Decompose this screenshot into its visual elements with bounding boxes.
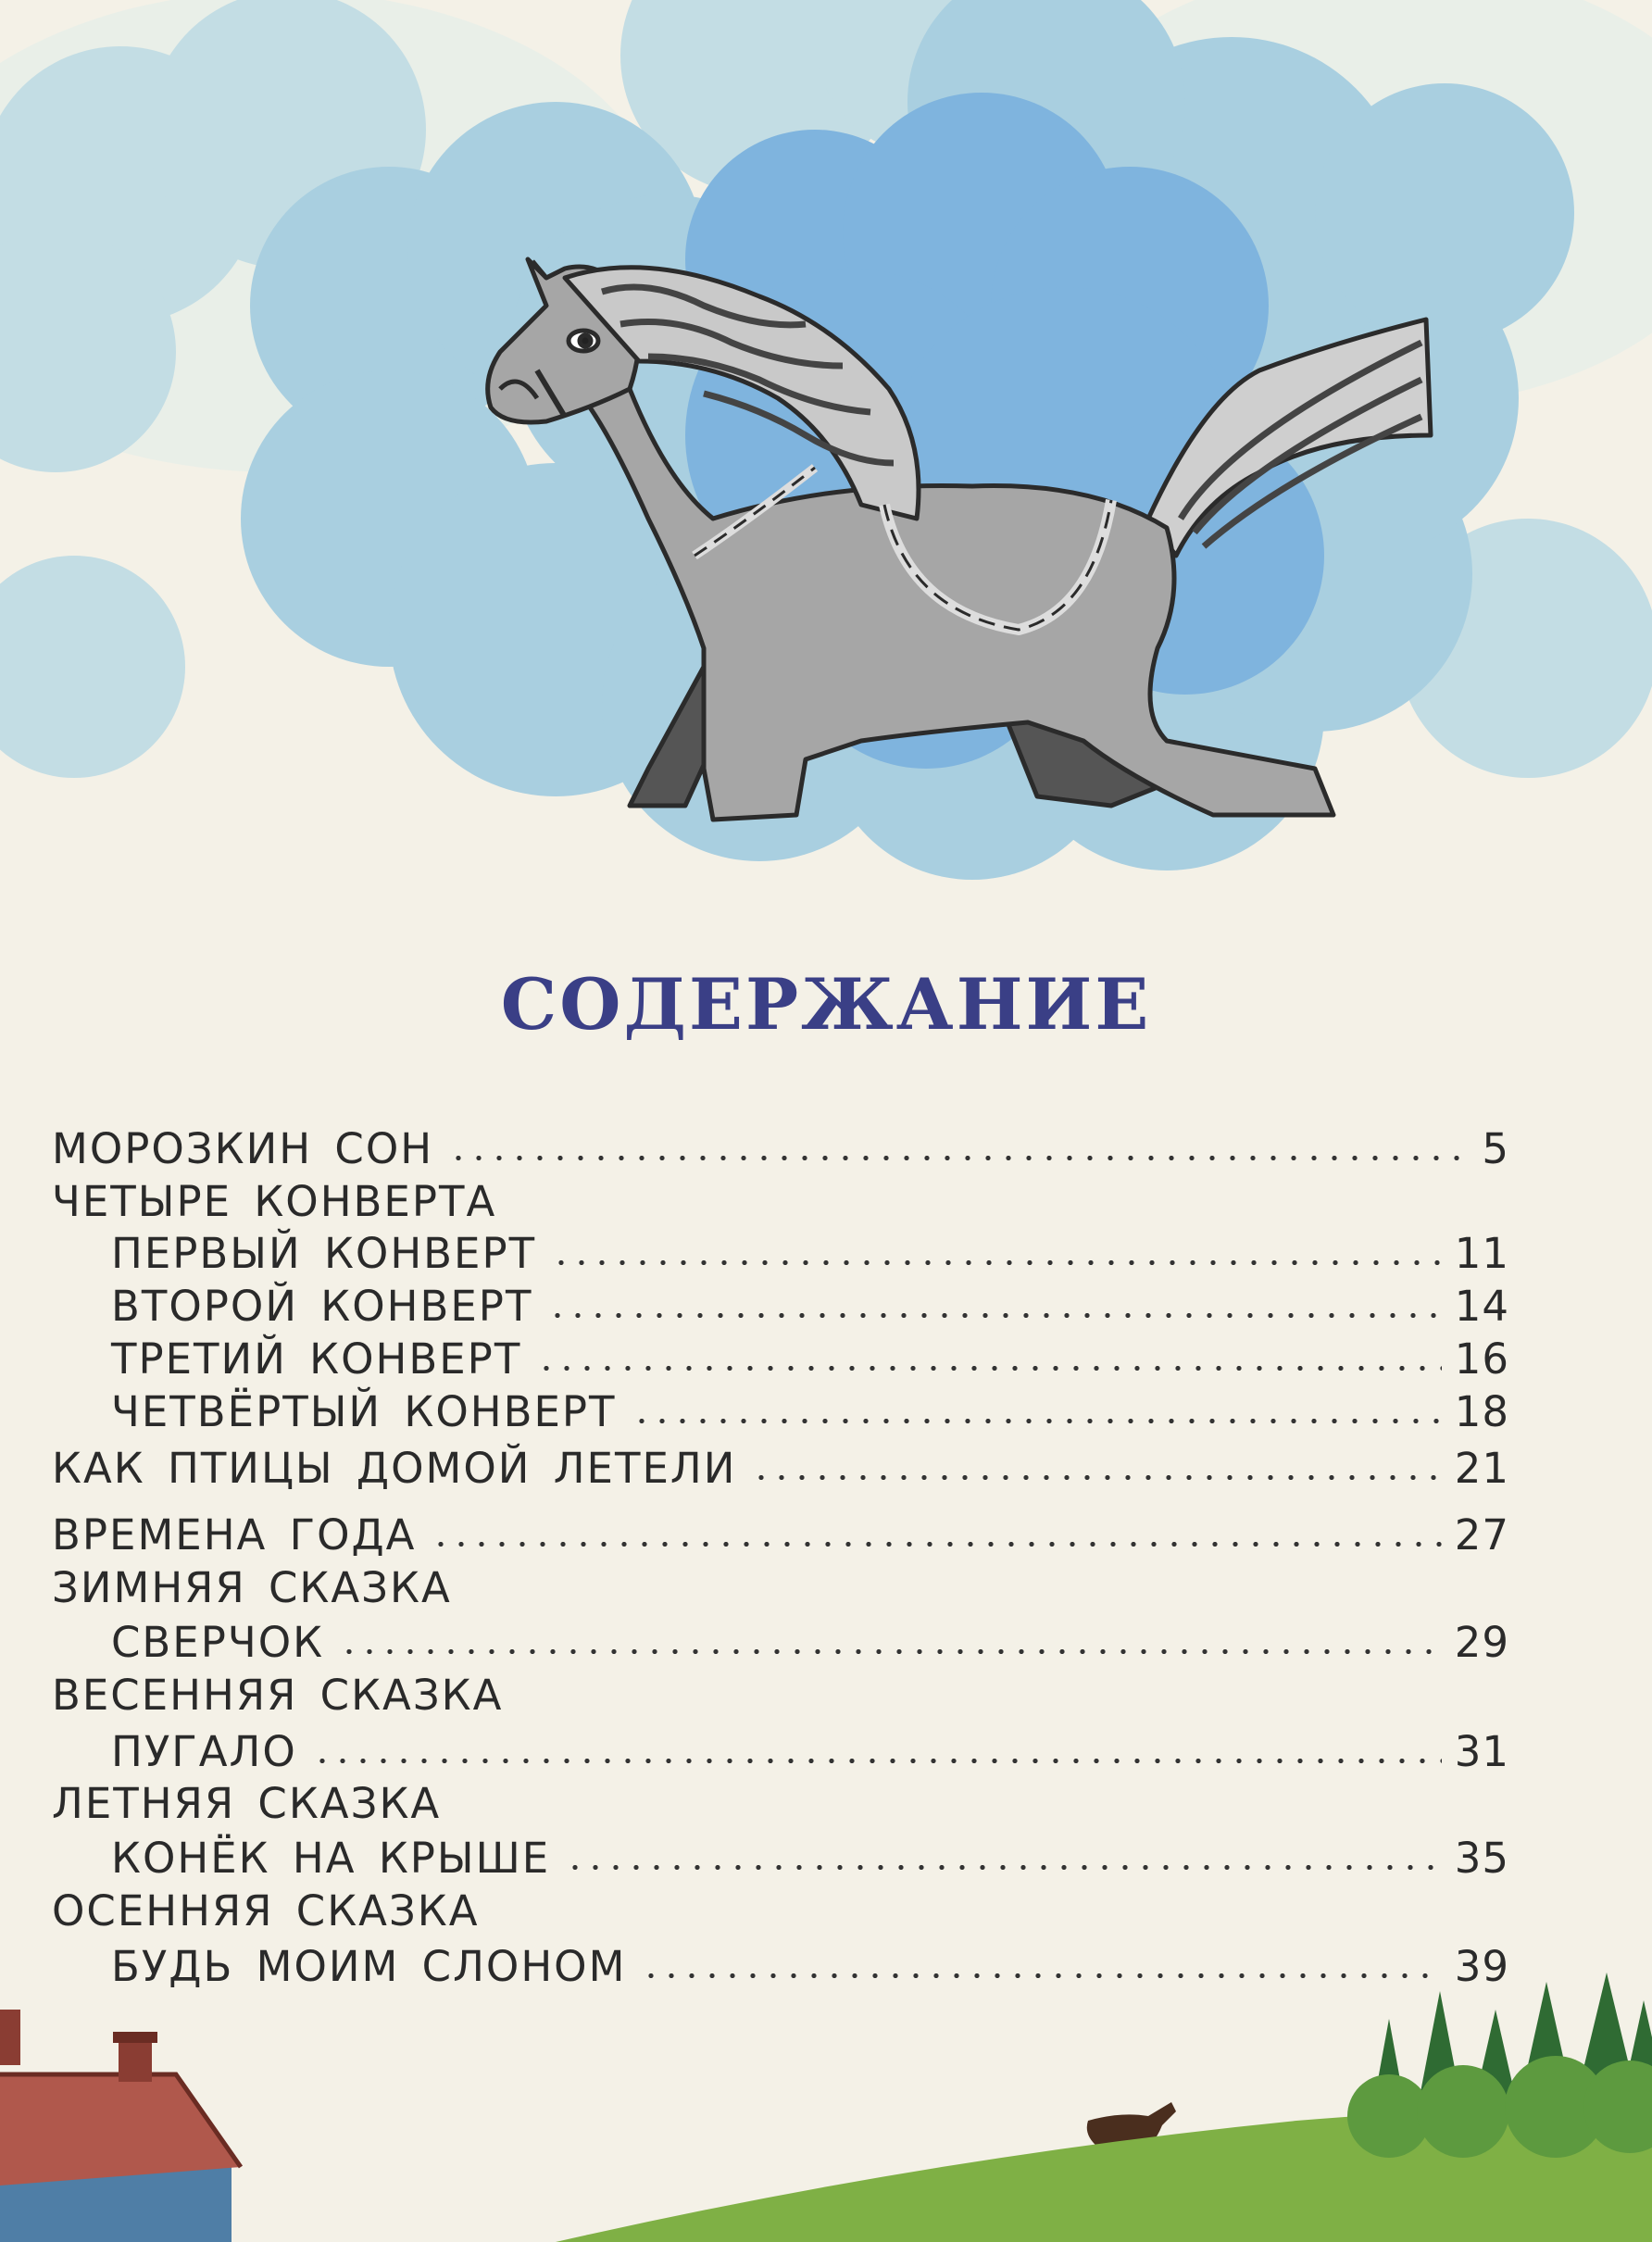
toc-entry: [52, 1664, 1509, 1720]
toc-page-number: 11: [1454, 1229, 1509, 1278]
toc-entry-title: ВЕСЕННЯЯ СКАЗКА: [52, 1671, 504, 1720]
toc-entry: [111, 1222, 1509, 1278]
toc-entry-title: ПЕРВЫЙ КОНВЕРТ: [111, 1229, 537, 1278]
toc-entry-title: ТРЕТИЙ КОНВЕРТ: [111, 1334, 522, 1384]
toc-entry-title: ЧЕТВЁРТЫЙ КОНВЕРТ: [111, 1387, 617, 1436]
toc-entry: [111, 1611, 1509, 1667]
forest-illustration: [556, 1973, 1652, 2242]
toc-entry-title: КАК ПТИЦЫ ДОМОЙ ЛЕТЕЛИ: [52, 1444, 737, 1493]
toc-leader-dots: [547, 1313, 1441, 1318]
toc-page-number: 29: [1454, 1618, 1509, 1667]
toc-entry-title: ЛЕТНЯЯ СКАЗКА: [52, 1779, 442, 1828]
toc-entry: [111, 1827, 1509, 1883]
toc-page-number: 39: [1454, 1942, 1509, 1991]
toc-leader-dots: [751, 1475, 1441, 1480]
toc-leader-dots: [312, 1759, 1442, 1763]
page-title: СОДЕРЖАНИЕ: [500, 963, 1152, 1046]
toc-entry: [52, 1557, 1509, 1612]
toc-page-number: 27: [1454, 1510, 1509, 1559]
toc-entry: [52, 1118, 1509, 1173]
toc-leader-dots: [536, 1366, 1441, 1371]
toc-entry-title: СВЕРЧОК: [111, 1618, 325, 1667]
toc-entry: [111, 1721, 1509, 1776]
toc-entry-title: ВТОРОЙ КОНВЕРТ: [111, 1282, 533, 1331]
toc-leader-dots: [551, 1260, 1442, 1265]
toc-entry: [111, 1935, 1509, 1991]
toc-entry: [52, 1437, 1509, 1493]
toc-entry: [111, 1381, 1509, 1436]
toc-entry-title: МОРОЗКИН СОН: [52, 1124, 434, 1173]
toc-entry-title: ВРЕМЕНА ГОДА: [52, 1510, 417, 1559]
toc-entry: [52, 1504, 1509, 1559]
toc-entry-title: БУДЬ МОИМ СЛОНОМ: [111, 1942, 627, 1991]
toc-page-number: 21: [1454, 1444, 1509, 1493]
toc-page-number: 16: [1454, 1334, 1509, 1384]
toc-leader-dots: [641, 1973, 1441, 1978]
toc-page-number: 35: [1454, 1834, 1509, 1883]
house-illustration: [0, 2010, 241, 2242]
toc-entry-title: КОНЁК НА КРЫШЕ: [111, 1834, 551, 1883]
toc-leader-dots: [448, 1156, 1469, 1160]
toc-entry: [52, 1880, 1509, 1935]
toc-page-number: 5: [1482, 1124, 1509, 1173]
toc-page-number: 31: [1454, 1727, 1509, 1776]
toc-leader-dots: [431, 1542, 1441, 1547]
toc-entry: [111, 1275, 1509, 1331]
toc-page-number: 18: [1454, 1387, 1509, 1436]
toc-leader-dots: [339, 1649, 1442, 1654]
toc-entry: [52, 1171, 1509, 1226]
toc-entry-title: ОСЕННЯЯ СКАЗКА: [52, 1886, 480, 1935]
toc-page-number: 14: [1454, 1282, 1509, 1331]
toc-entry: [52, 1772, 1509, 1828]
toc-leader-dots: [632, 1419, 1442, 1423]
toc-entry: [111, 1328, 1509, 1384]
toc-leader-dots: [565, 1865, 1442, 1870]
toc-entry-title: ЧЕТЫРЕ КОНВЕРТА: [52, 1177, 497, 1226]
toc-entry-title: ПУГАЛО: [111, 1727, 297, 1776]
toc-entry-title: ЗИМНЯЯ СКАЗКА: [52, 1563, 452, 1612]
